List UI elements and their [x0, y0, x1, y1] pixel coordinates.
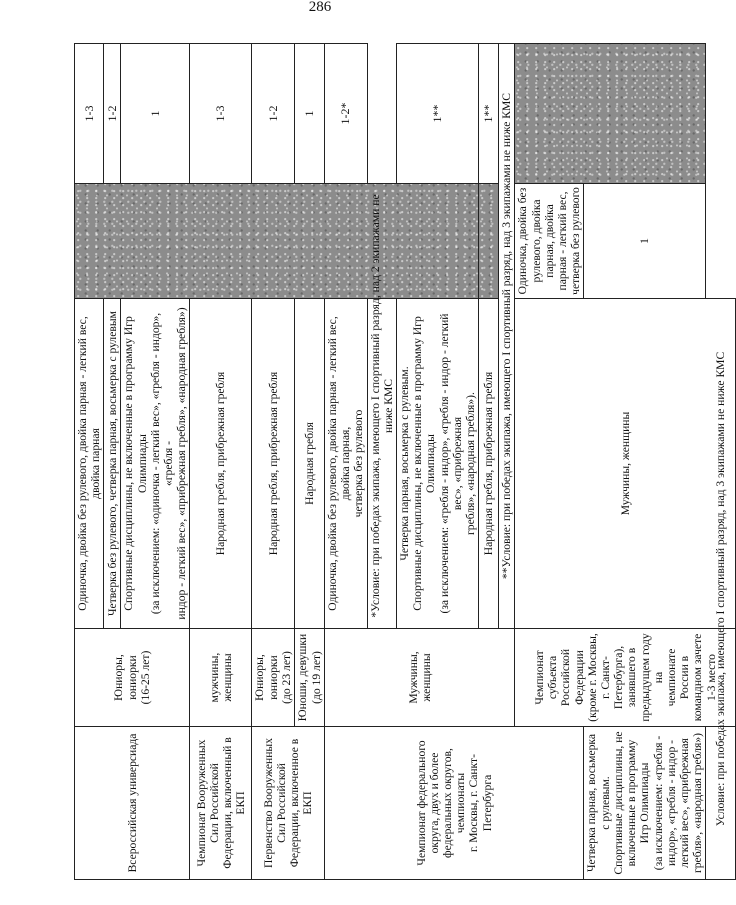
group-cell: Мужчины, женщины [515, 299, 736, 629]
rank-cell: 1-2 [252, 44, 295, 184]
discipline-cell: Четверка без рулевого, четверка парная, восьмерка с рулевым [104, 299, 121, 629]
group-cell: Юниоры, юниорки (16-25 лет) [75, 629, 190, 727]
competition-cell: Всероссийская универсиада [75, 727, 190, 880]
table-row [190, 44, 252, 880]
discipline-cell: Народная гребля, прибрежная гребля [252, 299, 295, 629]
rank-cell: 1** [397, 44, 479, 184]
group-cell: Юниоры, юниорки (до 23 лет) [252, 629, 295, 727]
table-row [706, 44, 736, 880]
rank-cell: 1-2 [104, 44, 121, 184]
discipline-cell: Одиночка, двойка без рулевого, двойка парная, двойка парная - легкий вес, четверка без рулевого [515, 184, 584, 299]
group-cell: Юноши, девушки (до 19 лет) [295, 629, 325, 727]
rank-cell: 1 [121, 44, 190, 184]
table-row [252, 44, 295, 880]
competition-cell: Первенство Вооруженных Сил Российской Федерации, включенное в ЕКП [252, 727, 325, 880]
qualification-table [74, 43, 736, 880]
rank-cell: 1-2* [325, 44, 368, 184]
group-cell: Мужчины, женщины [325, 629, 515, 727]
discipline-cell: Народная гребля [295, 299, 325, 629]
discipline-cell: Одиночка, двойка без рулевого, двойка парная - легкий вес, двойка парная, четверка без рулевого [325, 299, 368, 629]
condition-cell: *Условие: при победах экипажа, имеющего I спортивный разряд, над 2 экипажами не ниже КМС [367, 184, 396, 629]
condition-cell: Условие: при победах экипажа, имеющего I спортивный разряд, над 3 экипажами не ниже КМС [706, 299, 736, 880]
shaded-cell [75, 184, 479, 299]
discipline-cell: Четверка парная, восьмерка с рулевым. Спортивные дисциплины, не включенные в программу Игр Олимпиады (за исключением: «гребля - индор», «гребля - индор - легкий вес», «прибрежная гребля», «народная гребля»). [397, 299, 479, 629]
competition-cell: Чемпионат федерального округа, двух и более федеральных округов, чемпионаты г. Москвы, г. Санкт- Петербурга [325, 727, 584, 880]
discipline-cell: Спортивные дисциплины, не включенные в программу Игр Олимпиады (за исключением: «одиночка - легкий вес», «гребля - индор», «гребля - индор - легкий вес», «прибрежная гребля», «народная гребля») [121, 299, 190, 629]
page-number: 286 [308, 0, 332, 15]
discipline-cell: Народная гребля, прибрежная гребля [190, 299, 252, 629]
rank-cell: 1 [295, 44, 325, 184]
discipline-cell: Четверка парная, восьмерка с рулевым. Спортивные дисциплины, не включенные в программу Игр Олимпиады (за исключением: «гребля - индор», «гребля - индор - легкий вес», «прибрежная гребля», «народная гребля») [584, 727, 706, 880]
discipline-cell: Одиночка, двойка без рулевого, двойка парная - легкий вес, двойка парная [75, 299, 104, 629]
rank-cell: 1** [479, 44, 499, 184]
rotated-table-container [74, 44, 728, 880]
group-cell: мужчины, женщины [190, 629, 252, 727]
shaded-cell [479, 184, 499, 299]
rank-cell: 1 [584, 184, 706, 299]
rank-cell: 1-3 [190, 44, 252, 184]
table-row [325, 44, 368, 880]
condition-cell: **Условие: при победах экипажа, имеющего I спортивный разряд, над 3 экипажами не ниже КМС [499, 44, 515, 629]
discipline-cell: Народная гребля, прибрежная гребля [479, 299, 499, 629]
table-row [75, 44, 104, 880]
shaded-cell [515, 44, 706, 184]
competition-cell: Чемпионат субъекта Российской Федерации (кроме г. Москвы, г. Санкт- Петербурга), занявшего в предыдущем году на чемпионате России в командном зачете 1-3 место [515, 629, 736, 727]
competition-cell: Чемпионат Вооруженных Сил Российской Федерации, включенный в ЕКП [190, 727, 252, 880]
rank-cell: 1-3 [75, 44, 104, 184]
